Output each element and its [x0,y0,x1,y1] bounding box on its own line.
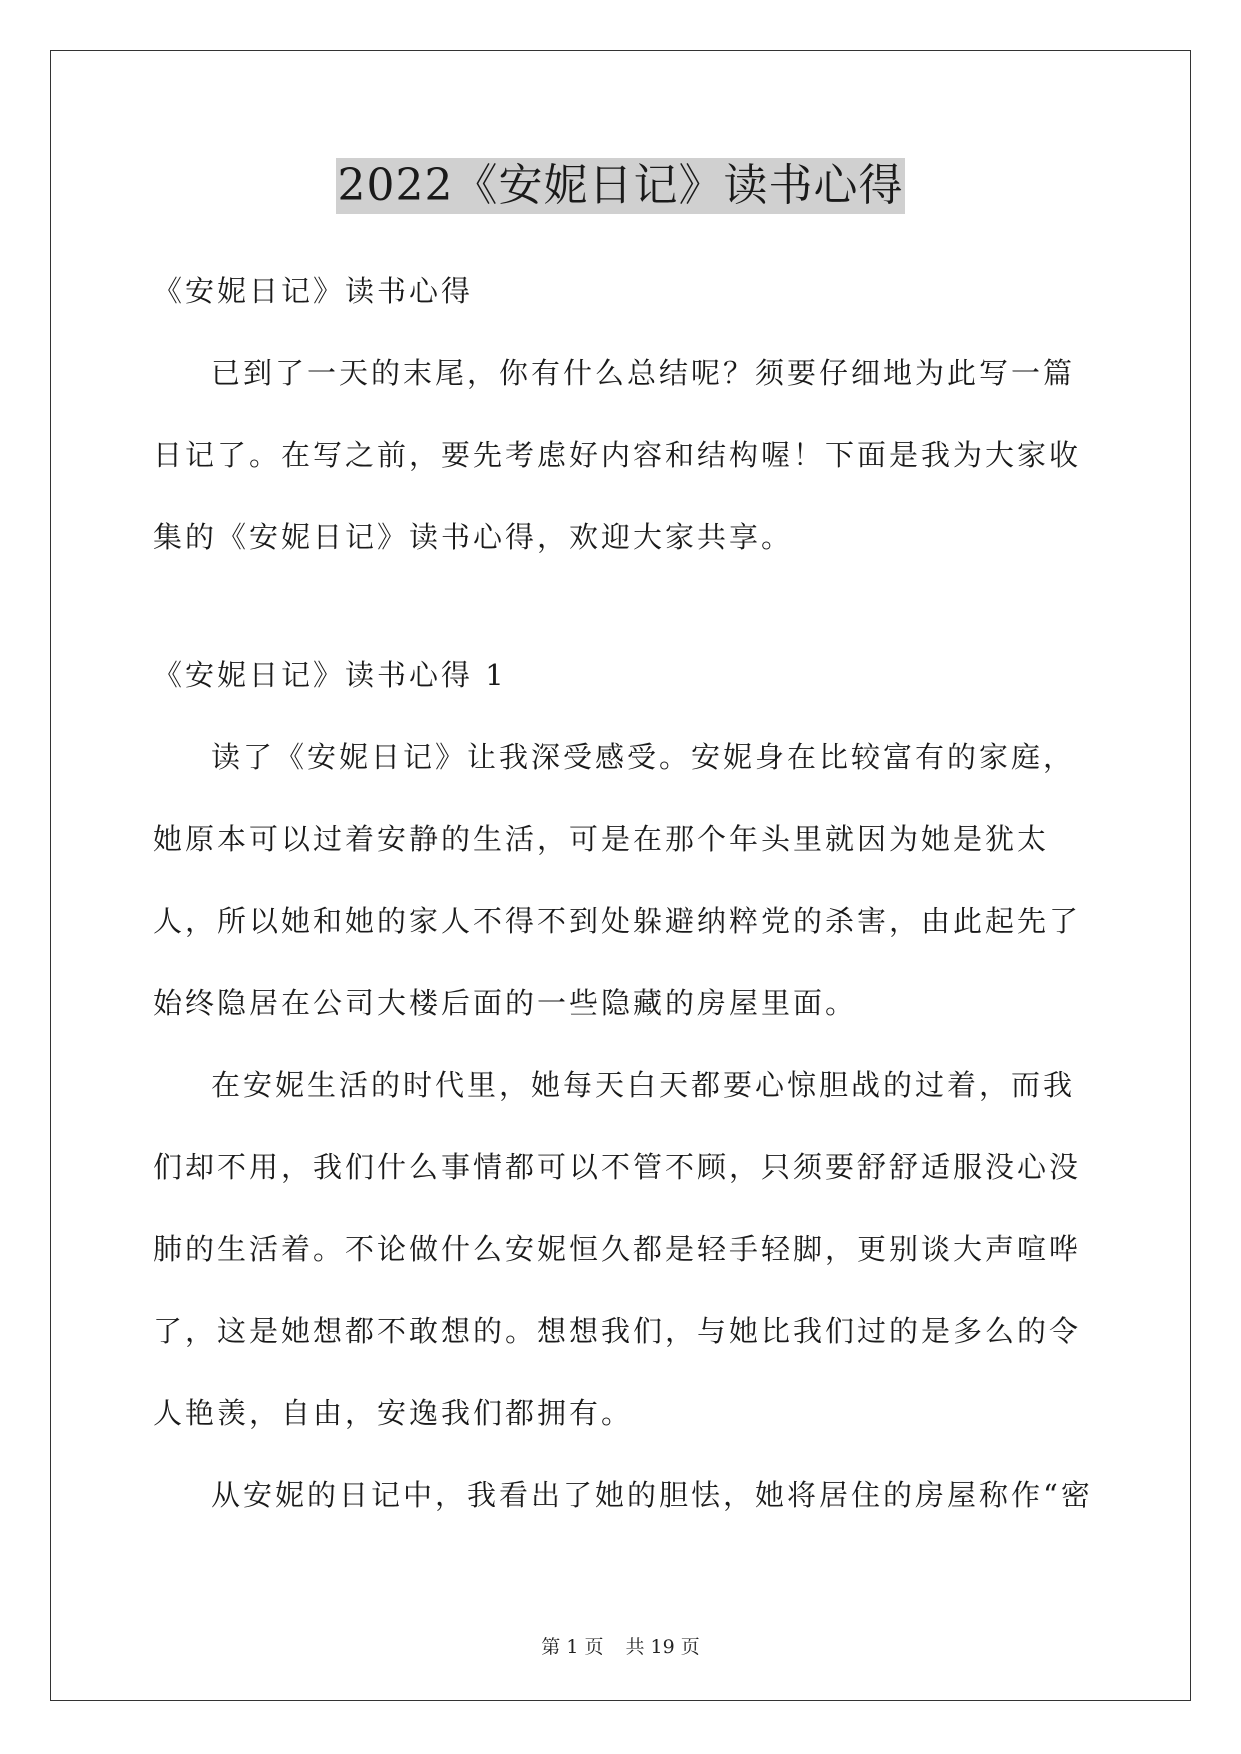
body-paragraph: 在安妮生活的时代里，她每天白天都要心惊胆战的过着，而我们却不用，我们什么事情都可以不管不顾，只须要舒舒适服没心没肺的生活着。不论做什么安妮恒久都是轻手轻脚，更别谈大声喧哗了，这是她想都不敢想的。想想我们，与她比我们过的是多么的令人艳羡，自由，安逸我们都拥有。 [153,1068,1082,1430]
body-paragraph: 读了《安妮日记》让我深受感受。安妮身在比较富有的家庭，她原本可以过着安静的生活，可是在那个年头里就因为她是犹太人，所以她和她的家人不得不到处躲避纳粹党的杀害，由此起先了始终隐居在公司大楼后面的一些隐藏的房屋里面。 [153,740,1082,1020]
section-gap [153,578,1093,634]
title-container [0,158,1241,214]
page-total: 共 19 页 [625,1636,700,1658]
section-heading: 《安妮日记》读书心得 1 [153,658,507,692]
document-body [153,250,1093,1536]
document-subtitle: 《安妮日记》读书心得 [153,274,474,308]
intro-paragraph: 已到了一天的末尾，你有什么总结呢？须要仔细地为此写一篇日记了。在写之前，要先考虑好内容和结构喔！下面是我为大家收集的《安妮日记》读书心得，欢迎大家共享。 [153,356,1082,554]
page-footer [0,1632,1241,1659]
document-title: 2022《安妮日记》读书心得 [336,158,906,214]
body-paragraph: 从安妮的日记中，我看出了她的胆怯，她将居住的房屋称作“密 [211,1478,1093,1512]
page-number: 第 1 页 [541,1636,604,1658]
